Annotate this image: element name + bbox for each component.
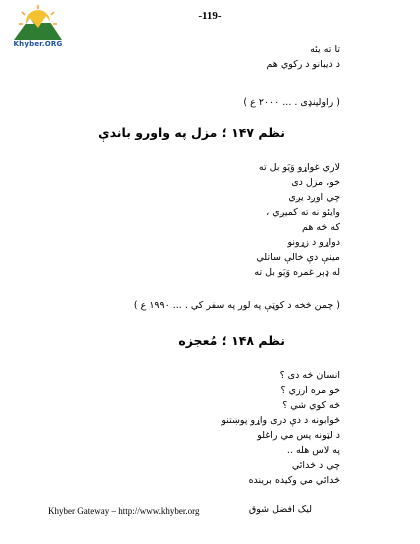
poem-line: خو مره ارزي ؟ xyxy=(280,385,340,396)
poem-line: مینې دې خالې ساتلي xyxy=(256,252,340,263)
poem-line: په لاس هله .. xyxy=(286,445,340,456)
poem-line: چي د څدائي xyxy=(291,460,340,471)
poem-line: څوابونه د دې دری واړو پوښتنو xyxy=(221,415,340,426)
footer-author: لیک افضل شوق xyxy=(248,504,312,515)
logo-text: Khyber.ORG xyxy=(13,40,63,48)
poem-line: که څه هم xyxy=(302,222,340,233)
poem-line: خو، مزل دی xyxy=(291,177,340,188)
poem-148-title: نظم ۱۴۸ ؛ مُعجزه xyxy=(178,333,285,348)
poem-147-source: ( چمن څخه د کوټې په لور په سفر کي . ... ۱۹۹۰ ع ) xyxy=(133,300,340,311)
poem-line: چي اوږد یږي xyxy=(288,192,340,203)
intro-line: د دیبانو د رکوي هم xyxy=(266,59,340,70)
poem-line: وایئو نه ته کمیږي ، xyxy=(266,207,340,218)
poem-line: څه کوي شي ؟ xyxy=(282,400,340,411)
poem-line: دواړو د زړونو xyxy=(287,237,340,248)
page-number: -119- xyxy=(198,10,222,22)
intro-lines xyxy=(266,42,340,72)
poem-line: لاري غواړو وَیَو بل ته xyxy=(258,162,340,173)
poem-line: څدائي مي وکیده برینده xyxy=(248,475,340,486)
intro-source: ( راولپنډی . ... ۲۰۰۰ ع ) xyxy=(243,97,340,108)
poem-147-lines xyxy=(254,160,340,280)
poem-line: له ډېر غمره وَیَو بل ته xyxy=(254,267,340,278)
footer-site-link[interactable]: Khyber Gateway – http://www.khyber.org xyxy=(48,506,200,516)
poem-147-title: نظم ۱۴۷ ؛ مزل په واورو باندې xyxy=(98,125,285,140)
poem-148-lines xyxy=(221,368,340,488)
poem-line: د لټونه پس مي راغلو xyxy=(257,430,340,441)
intro-line: تا ته یئه xyxy=(310,44,340,55)
poem-line: انسان څه دی ؟ xyxy=(279,370,340,381)
